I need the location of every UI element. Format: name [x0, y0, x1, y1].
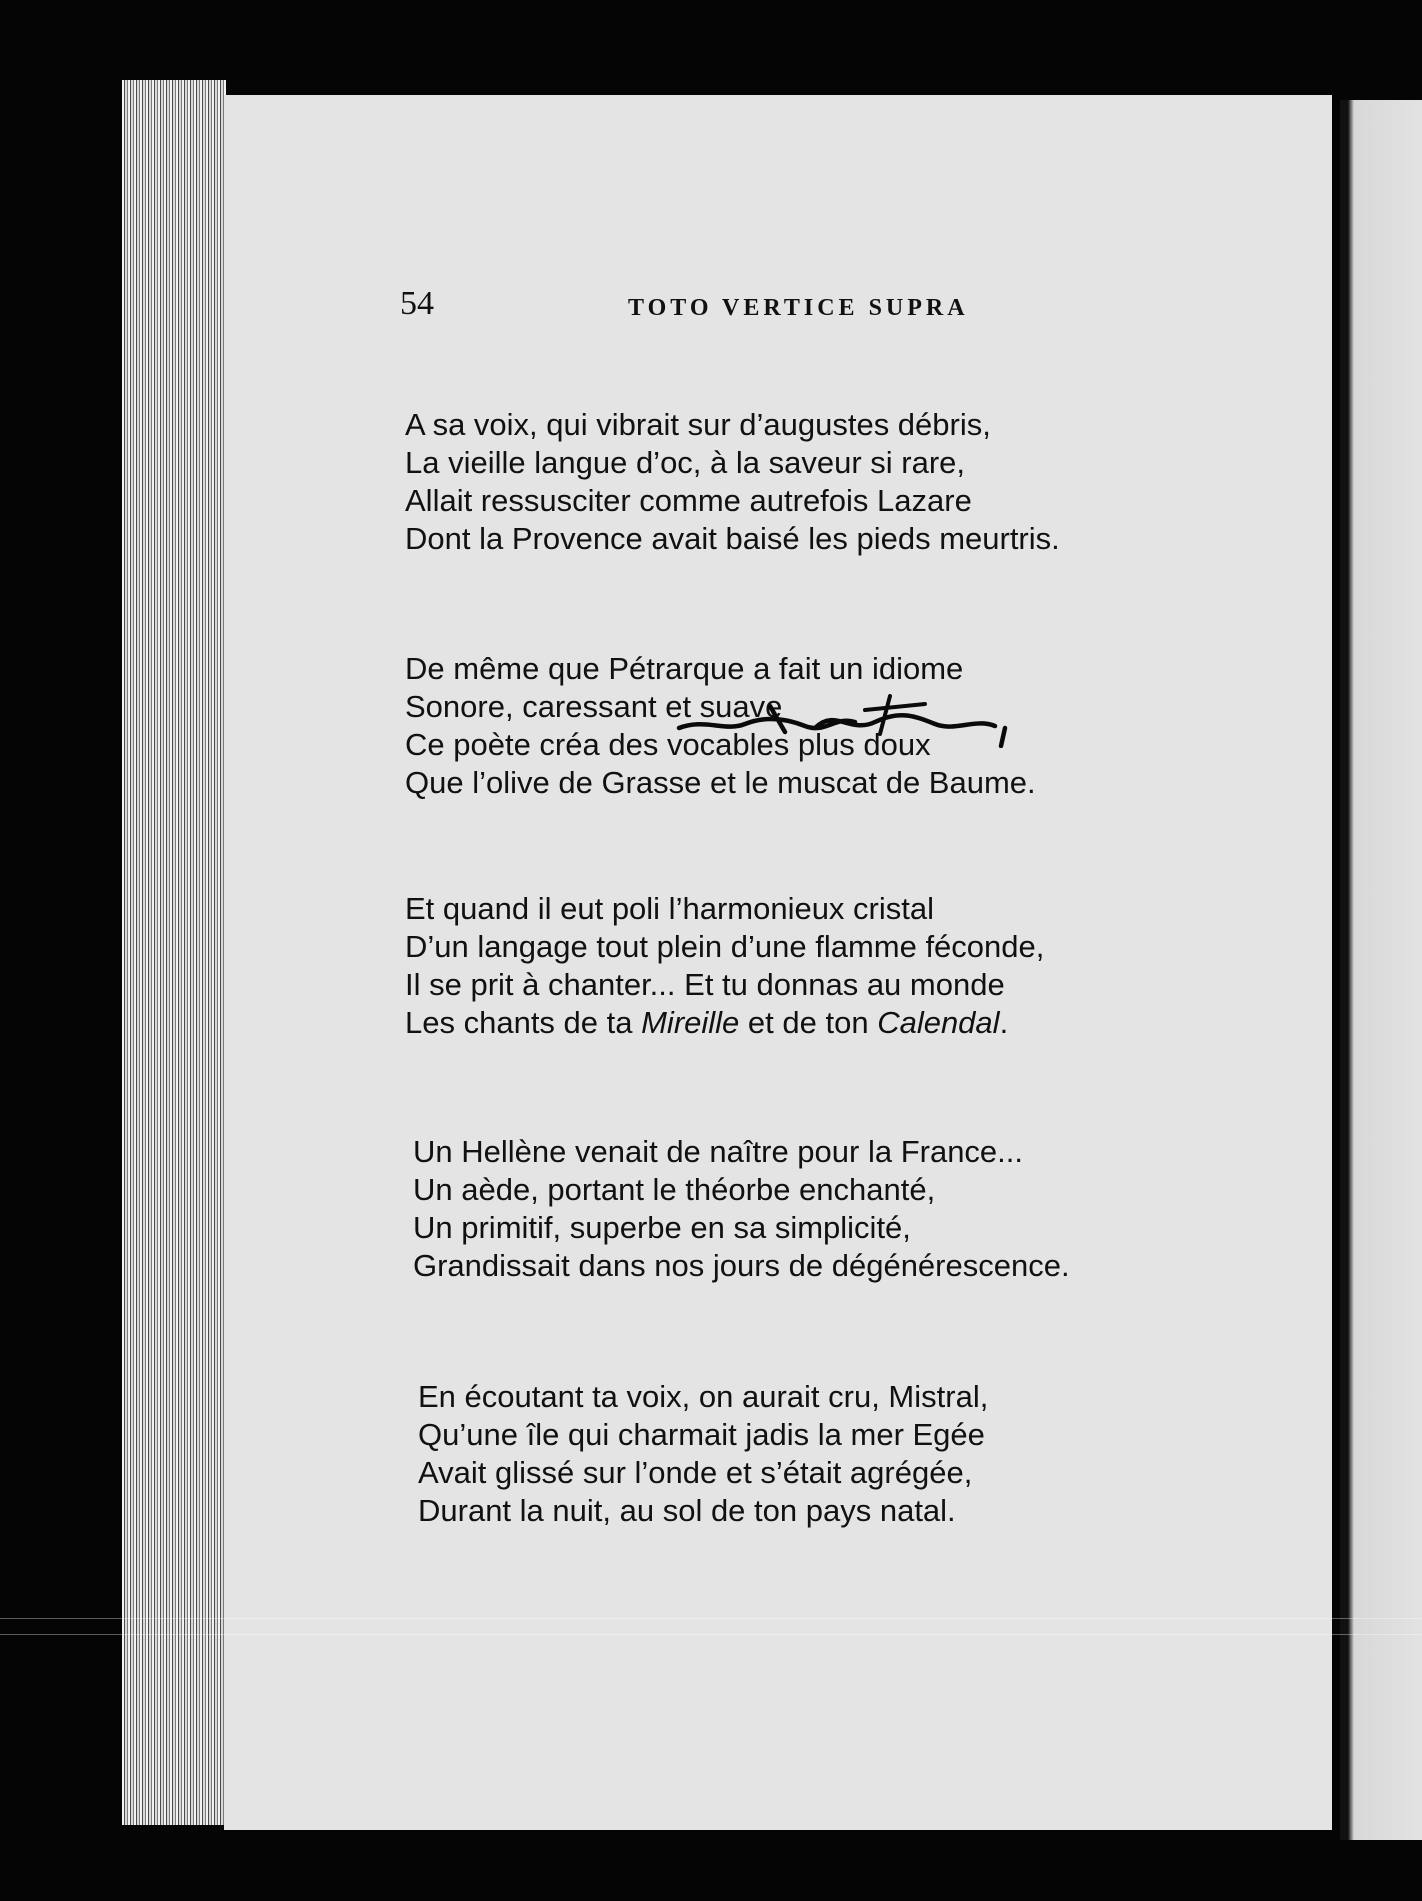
- verse-line: Sonore, caressant et suave: [405, 689, 783, 724]
- facing-page-edge: [1340, 100, 1422, 1840]
- verse-line: A sa voix, qui vibrait sur d’augustes débris,: [405, 407, 991, 442]
- stanza: [413, 1133, 1293, 1285]
- verse-line: D’un langage tout plein d’une flamme féconde,: [405, 929, 1045, 964]
- verse-line: Durant la nuit, au sol de ton pays natal.: [418, 1493, 956, 1528]
- verse-line: Ce poète créa des vocables plus doux: [405, 727, 931, 762]
- verse-line: La vieille langue d’oc, à la saveur si rare,: [405, 445, 966, 480]
- verse-line: Un Hellène venait de naître pour la France...: [413, 1134, 1024, 1169]
- running-head: [400, 285, 1260, 335]
- verse-line: Et quand il eut poli l’harmonieux cristal: [405, 891, 934, 926]
- scan-artifact-line: [0, 1618, 1422, 1619]
- verse-text: Les chants de ta: [405, 1005, 642, 1040]
- verse-text: et de ton: [739, 1005, 878, 1040]
- verse-line: Avait glissé sur l’onde et s’était agrégée,: [418, 1455, 973, 1490]
- verse-text: .: [999, 1005, 1009, 1040]
- verse-line: De même que Pétrarque a fait un idiome: [405, 651, 964, 686]
- verse-line-with-titles: [405, 1004, 1285, 1042]
- stanza: [418, 1378, 1298, 1530]
- verse-line: Dont la Provence avait baisé les pieds meurtris.: [405, 521, 1060, 556]
- verse-line: Qu’une île qui charmait jadis la mer Egée: [418, 1417, 985, 1452]
- verse-line: Un aède, portant le théorbe enchanté,: [413, 1172, 936, 1207]
- verse-line: Un primitif, superbe en sa simplicité,: [413, 1210, 911, 1245]
- stanza: [405, 406, 1285, 558]
- page-number: 54: [400, 285, 434, 322]
- verse-line: Il se prit à chanter... Et tu donnas au monde: [405, 967, 1005, 1002]
- verse-line: Que l’olive de Grasse et le muscat de Baume.: [405, 765, 1036, 800]
- work-title-calendal: Calendal: [877, 1005, 1000, 1040]
- work-title-mireille: Mireille: [641, 1005, 740, 1040]
- verse-line: En écoutant ta voix, on aurait cru, Mistral,: [418, 1379, 989, 1414]
- book-page-edges: [122, 80, 226, 1825]
- verse-line: Allait ressusciter comme autrefois Lazare: [405, 483, 972, 518]
- stanza: [405, 890, 1285, 1042]
- handwriting-icon: [675, 688, 1035, 748]
- scan-artifact-line: [0, 1634, 1422, 1635]
- verse-line: Grandissait dans nos jours de dégénérescence.: [413, 1248, 1070, 1283]
- running-head-title: TOTO VERTICE SUPRA: [628, 295, 969, 321]
- handwritten-annotation: [675, 688, 1035, 748]
